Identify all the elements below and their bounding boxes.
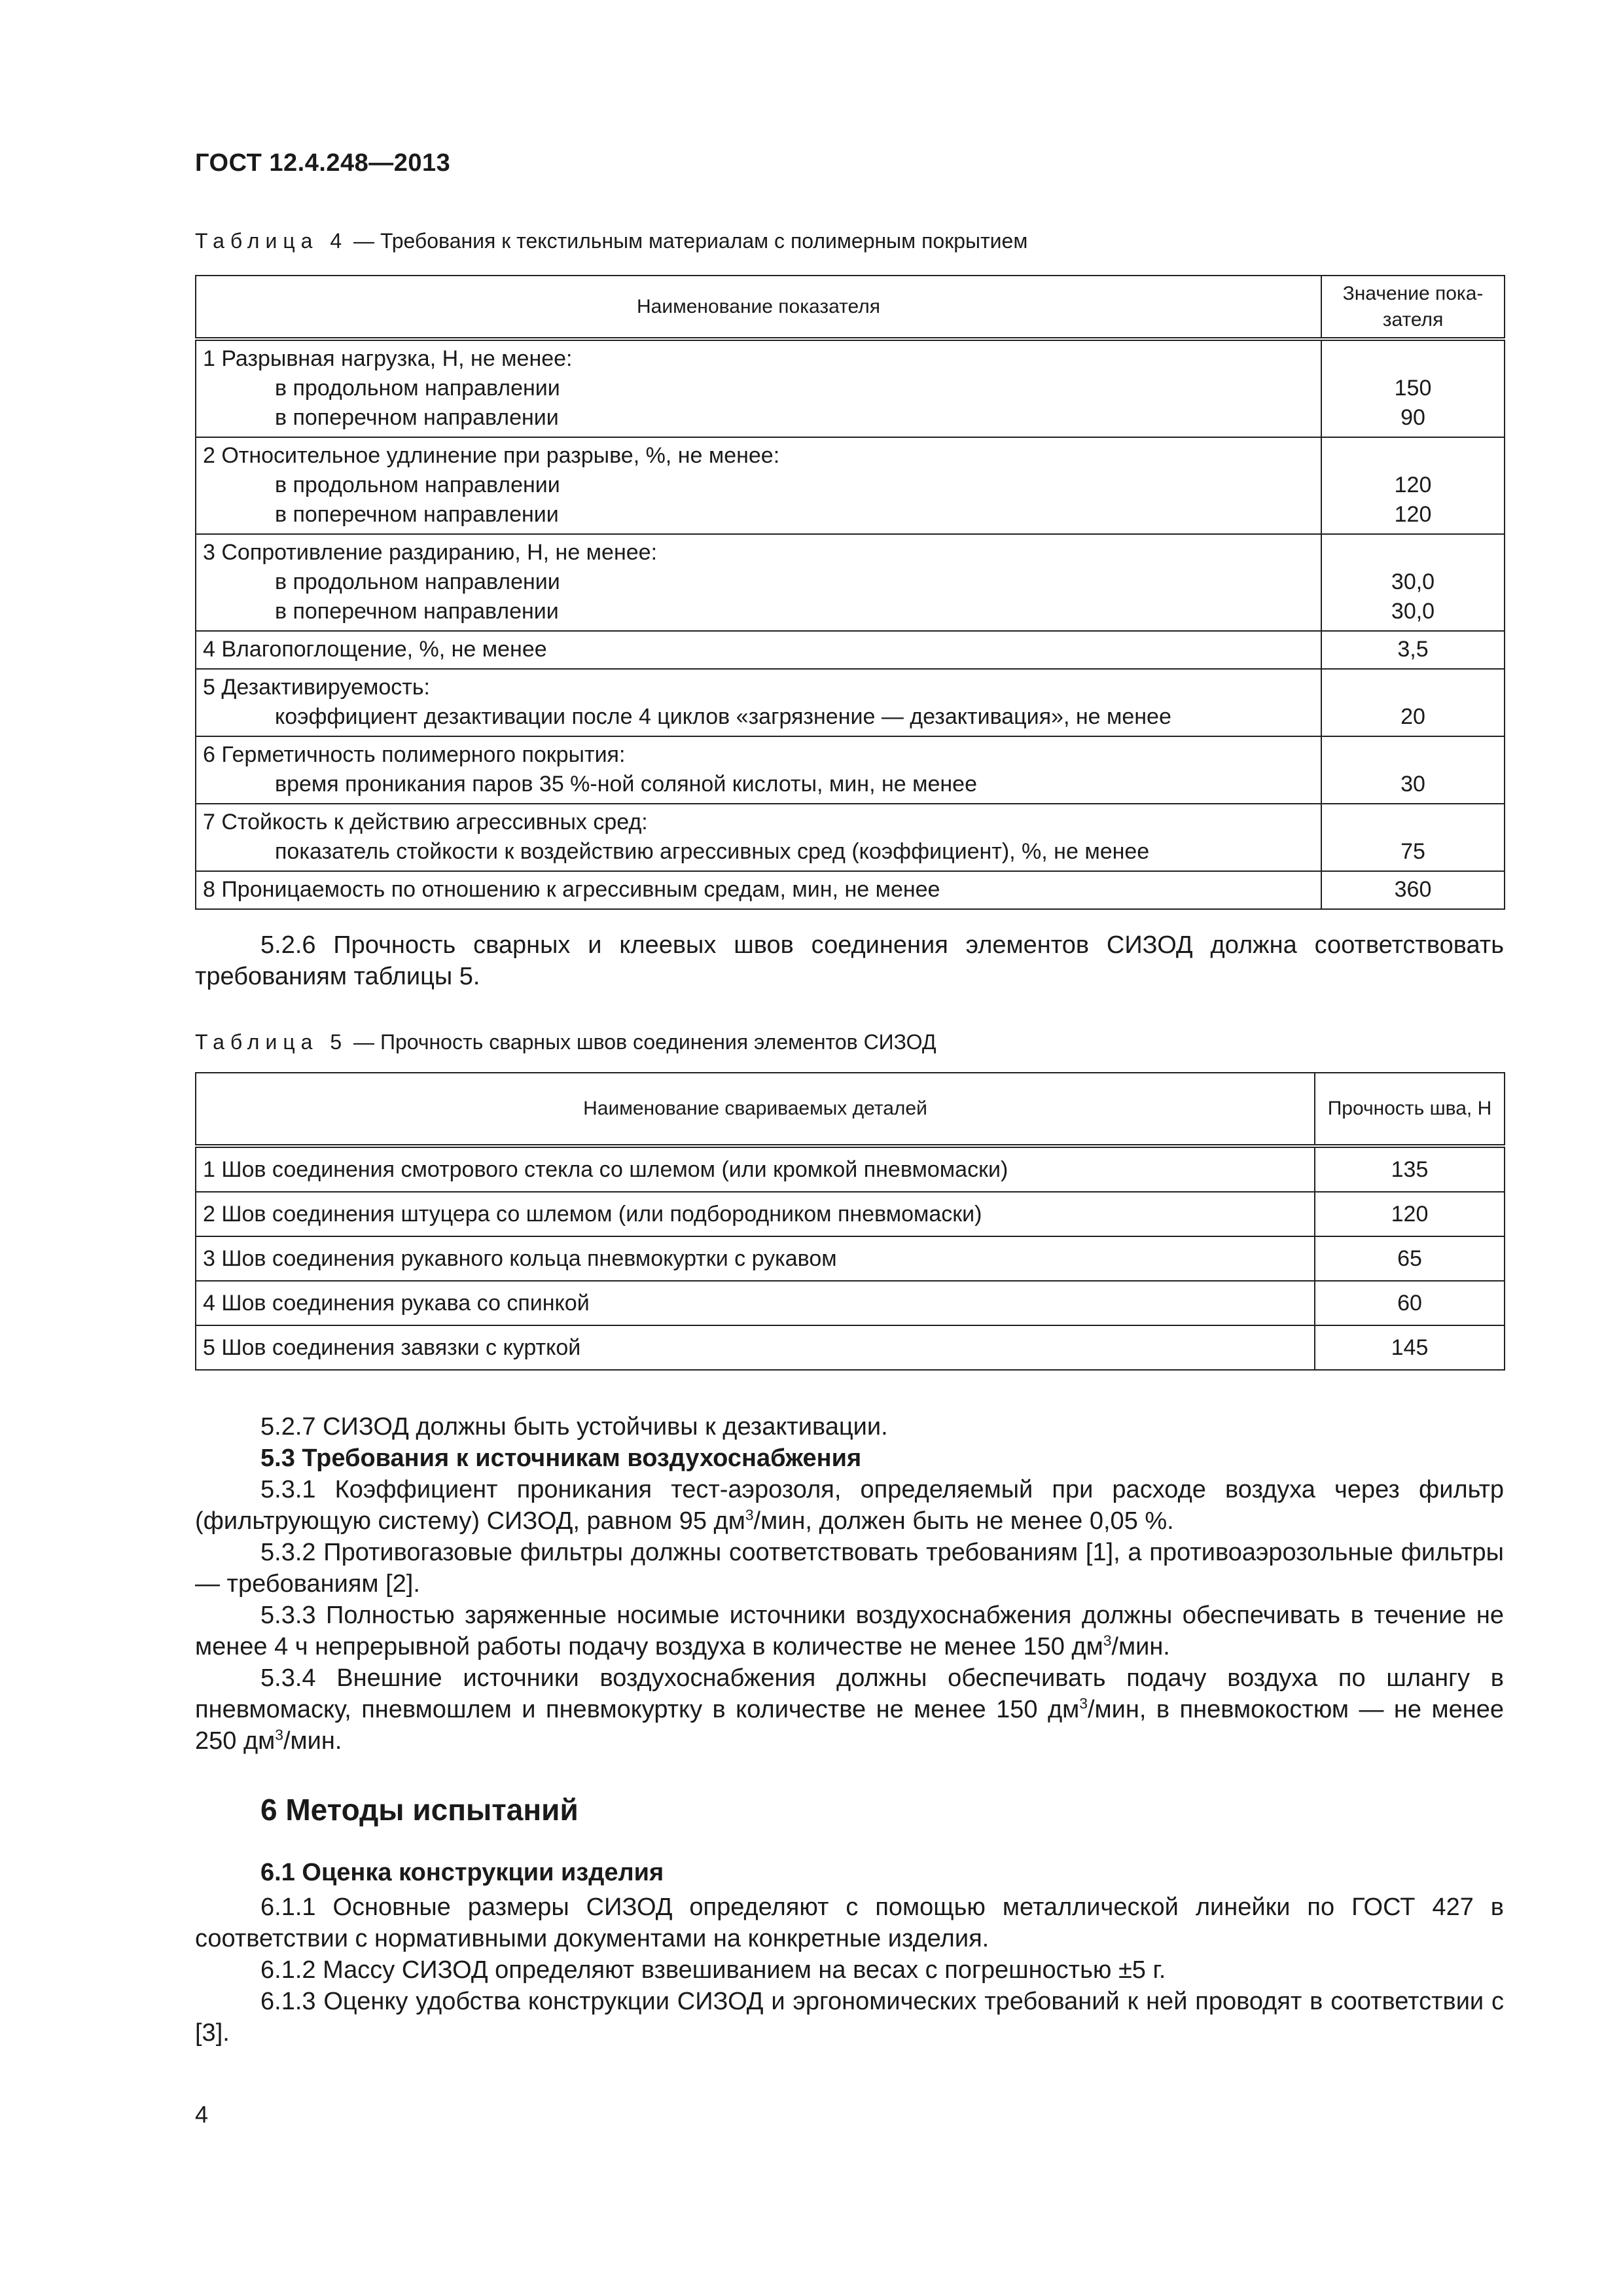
section-6-1 <box>195 1892 1504 2049</box>
table4-sub-name: время проникания паров 35 %-ной соляной кислоты, мин, не менее <box>275 772 977 797</box>
table4-value-cell <box>1321 669 1505 736</box>
table4-value-spacer <box>1329 673 1497 702</box>
table4-sub-name: коэффициент дезактивации после 4 циклов «загрязнение — дезактивация», не менее <box>275 704 1171 729</box>
table4-sub-name: показатель стойкости к воздействию агрессивных сред (коэффициент), %, не менее <box>275 839 1150 864</box>
table4-name-cell <box>196 804 1321 871</box>
table4-sub-value: 20 <box>1400 704 1425 729</box>
table4-row-name: 5 Дезактивируемость: <box>203 675 430 700</box>
p531-part1: 5.3.1 Коэффициент проникания тест-аэрозоля, определяемый при расходе воздуха через фильтр (фильтрующую систему) СИЗОД, равном 95 дм <box>195 1476 1504 1535</box>
heading-6: 6 Методы испытаний <box>260 1793 579 1827</box>
table4-row-name: 7 Стойкость к действию агрессивных сред: <box>203 810 648 834</box>
table5-value-cell: 65 <box>1315 1236 1505 1281</box>
table5-col1-header: Наименование свариваемых деталей <box>196 1073 1315 1146</box>
heading-6-1: 6.1 Оценка конструкции изделия <box>260 1859 664 1886</box>
table4-value-spacer <box>1329 344 1497 374</box>
paragraph-5-2-6 <box>195 929 1504 992</box>
p531-part2: /мин, должен быть не менее 0,05 %. <box>753 1507 1174 1535</box>
table4-value-spacer <box>1329 740 1497 770</box>
heading-5-3: 5.3 Требования к источникам воздухоснабжения <box>260 1444 862 1472</box>
table4-row <box>196 534 1505 631</box>
p534-part3: /мин. <box>283 1727 342 1755</box>
table5-row <box>196 1325 1505 1370</box>
table4-row-name: 8 Проницаемость по отношению к агрессивным средам, мин, не менее <box>203 877 940 902</box>
document-header: ГОСТ 12.4.248—2013 <box>195 149 451 177</box>
table5-name-cell: 2 Шов соединения штуцера со шлемом (или подбородником пневмомаски) <box>196 1192 1315 1236</box>
table4-row-name: 3 Сопротивление раздиранию, Н, не менее: <box>203 540 658 565</box>
table5-caption-text: — Прочность сварных швов соединения элементов СИЗОД <box>353 1030 936 1054</box>
paragraph-5-2-7: 5.2.7 СИЗОД должны быть устойчивы к дезактивации. <box>260 1413 888 1441</box>
table4 <box>195 275 1505 910</box>
table4-row <box>196 871 1505 909</box>
table5-row <box>196 1281 1505 1325</box>
table4-sub-name: в продольном направлении <box>275 569 560 594</box>
table4-name-cell <box>196 669 1321 736</box>
paragraph-5-2-6-text: 5.2.6 Прочность сварных и клеевых швов соединения элементов СИЗОД должна соответствовать требованиям таблицы 5. <box>195 931 1504 990</box>
table4-sub-value: 30 <box>1400 772 1425 797</box>
table5-row <box>196 1192 1505 1236</box>
table4-row <box>196 339 1505 437</box>
paragraph-6-1-3: 6.1.3 Оценку удобства конструкции СИЗОД и эргономических требований к ней проводят в соответствии с [3]. <box>195 1988 1504 2047</box>
table5-body <box>196 1146 1505 1370</box>
table4-name-cell <box>196 736 1321 804</box>
table5-row <box>196 1146 1505 1192</box>
table4-sub-value: 90 <box>1400 405 1425 430</box>
table5-caption-word: Таблица 5 <box>195 1030 348 1054</box>
table4-value-cell <box>1321 871 1505 909</box>
table4-row <box>196 804 1505 871</box>
table4-sub-value: 30,0 <box>1391 569 1435 594</box>
sup-3: 3 <box>1103 1632 1112 1649</box>
paragraph-6-1-2: 6.1.2 Массу СИЗОД определяют взвешиванием на весах с погрешностью ±5 г. <box>260 1956 1166 1984</box>
table4-value-spacer <box>1329 538 1497 567</box>
table4-sub-name: в продольном направлении <box>275 473 560 497</box>
table4-name-cell <box>196 631 1321 669</box>
table4-caption-word: Таблица 4 <box>195 229 348 253</box>
p533-part2: /мин. <box>1111 1633 1170 1660</box>
table4-sub-name: в поперечном направлении <box>275 599 559 624</box>
paragraph-6-1-1: 6.1.1 Основные размеры СИЗОД определяют с помощью металлической линейки по ГОСТ 427 в соответствии с нормативными документами на конкретные изделия. <box>195 1893 1504 1952</box>
p534-part1: 5.3.4 Внешние источники воздухоснабжения должны обеспечивать подачу воздуха по шлангу в пневмомаску, пневмошлем и пневмокуртку в количестве не менее 150 дм <box>195 1664 1504 1723</box>
sup-3: 3 <box>1079 1695 1088 1712</box>
section-5-3 <box>195 1411 1504 1757</box>
paragraph-5-3-2: 5.3.2 Противогазовые фильтры должны соответствовать требованиям [1], а противоаэрозольные фильтры — требованиям [2]. <box>195 1539 1504 1598</box>
table4-name-cell <box>196 339 1321 437</box>
table5-name-cell: 1 Шов соединения смотрового стекла со шлемом (или кромкой пневмомаски) <box>196 1146 1315 1192</box>
table4-sub-value: 75 <box>1400 839 1425 864</box>
table5-value-cell: 120 <box>1315 1192 1505 1236</box>
table4-col2-header: Значение пока-зателя <box>1321 276 1505 339</box>
table4-sub-name: в продольном направлении <box>275 376 560 401</box>
table4-caption-text: — Требования к текстильным материалам с полимерным покрытием <box>353 229 1028 253</box>
table4-value: 3,5 <box>1397 637 1429 662</box>
table5-col2-header: Прочность шва, Н <box>1315 1073 1505 1146</box>
table4-sub-value: 120 <box>1394 473 1432 497</box>
table4-sub-value: 150 <box>1394 376 1432 401</box>
table4-sub-value: 120 <box>1394 502 1432 527</box>
table4-name-cell <box>196 534 1321 631</box>
table5 <box>195 1072 1505 1371</box>
paragraph-5-3-4 <box>195 1662 1504 1757</box>
table4-value-cell <box>1321 631 1505 669</box>
table4-value-cell <box>1321 534 1505 631</box>
table4-row <box>196 736 1505 804</box>
table5-value-cell: 145 <box>1315 1325 1505 1370</box>
table5-row <box>196 1236 1505 1281</box>
table4-value-cell <box>1321 804 1505 871</box>
sup-3: 3 <box>745 1506 754 1524</box>
table5-value-cell: 135 <box>1315 1146 1505 1192</box>
table4-col1-header: Наименование показателя <box>196 276 1321 339</box>
table4-name-cell <box>196 871 1321 909</box>
table5-name-cell: 3 Шов соединения рукавного кольца пневмокуртки с рукавом <box>196 1236 1315 1281</box>
sup-3: 3 <box>275 1726 283 1744</box>
table4-sub-name: в поперечном направлении <box>275 405 559 430</box>
table5-caption <box>195 1030 936 1054</box>
table4-name-cell <box>196 437 1321 534</box>
paragraph-5-3-3 <box>195 1600 1504 1662</box>
table5-name-cell: 4 Шов соединения рукава со спинкой <box>196 1281 1315 1325</box>
p534-part2: /мин, в пневмокостюм — не менее 250 дм <box>195 1696 1504 1755</box>
table4-row-name: 4 Влагопоглощение, %, не менее <box>203 637 547 662</box>
table4-sub-value: 30,0 <box>1391 599 1435 624</box>
table4-row-name: 1 Разрывная нагрузка, Н, не менее: <box>203 346 573 371</box>
table4-value-spacer <box>1329 441 1497 471</box>
table4-sub-name: в поперечном направлении <box>275 502 559 527</box>
table4-value-cell <box>1321 736 1505 804</box>
table4-caption <box>195 229 1027 253</box>
table4-value: 360 <box>1394 877 1432 902</box>
table4-row <box>196 669 1505 736</box>
p533-part1: 5.3.3 Полностью заряженные носимые источники воздухоснабжения должны обеспечивать в течение не менее 4 ч непрерывной работы подачу воздуха в количестве не менее 150 дм <box>195 1602 1504 1660</box>
table4-row-name: 6 Герметичность полимерного покрытия: <box>203 742 626 767</box>
table5-name-cell: 5 Шов соединения завязки с курткой <box>196 1325 1315 1370</box>
table4-row <box>196 631 1505 669</box>
table4-row-name: 2 Относительное удлинение при разрыве, %, не менее: <box>203 443 780 468</box>
page-number: 4 <box>195 2101 209 2128</box>
table4-value-cell <box>1321 437 1505 534</box>
table5-value-cell: 60 <box>1315 1281 1505 1325</box>
paragraph-5-3-1 <box>195 1474 1504 1537</box>
table4-body <box>196 339 1505 909</box>
table4-value-cell <box>1321 339 1505 437</box>
table4-row <box>196 437 1505 534</box>
table4-value-spacer <box>1329 808 1497 837</box>
